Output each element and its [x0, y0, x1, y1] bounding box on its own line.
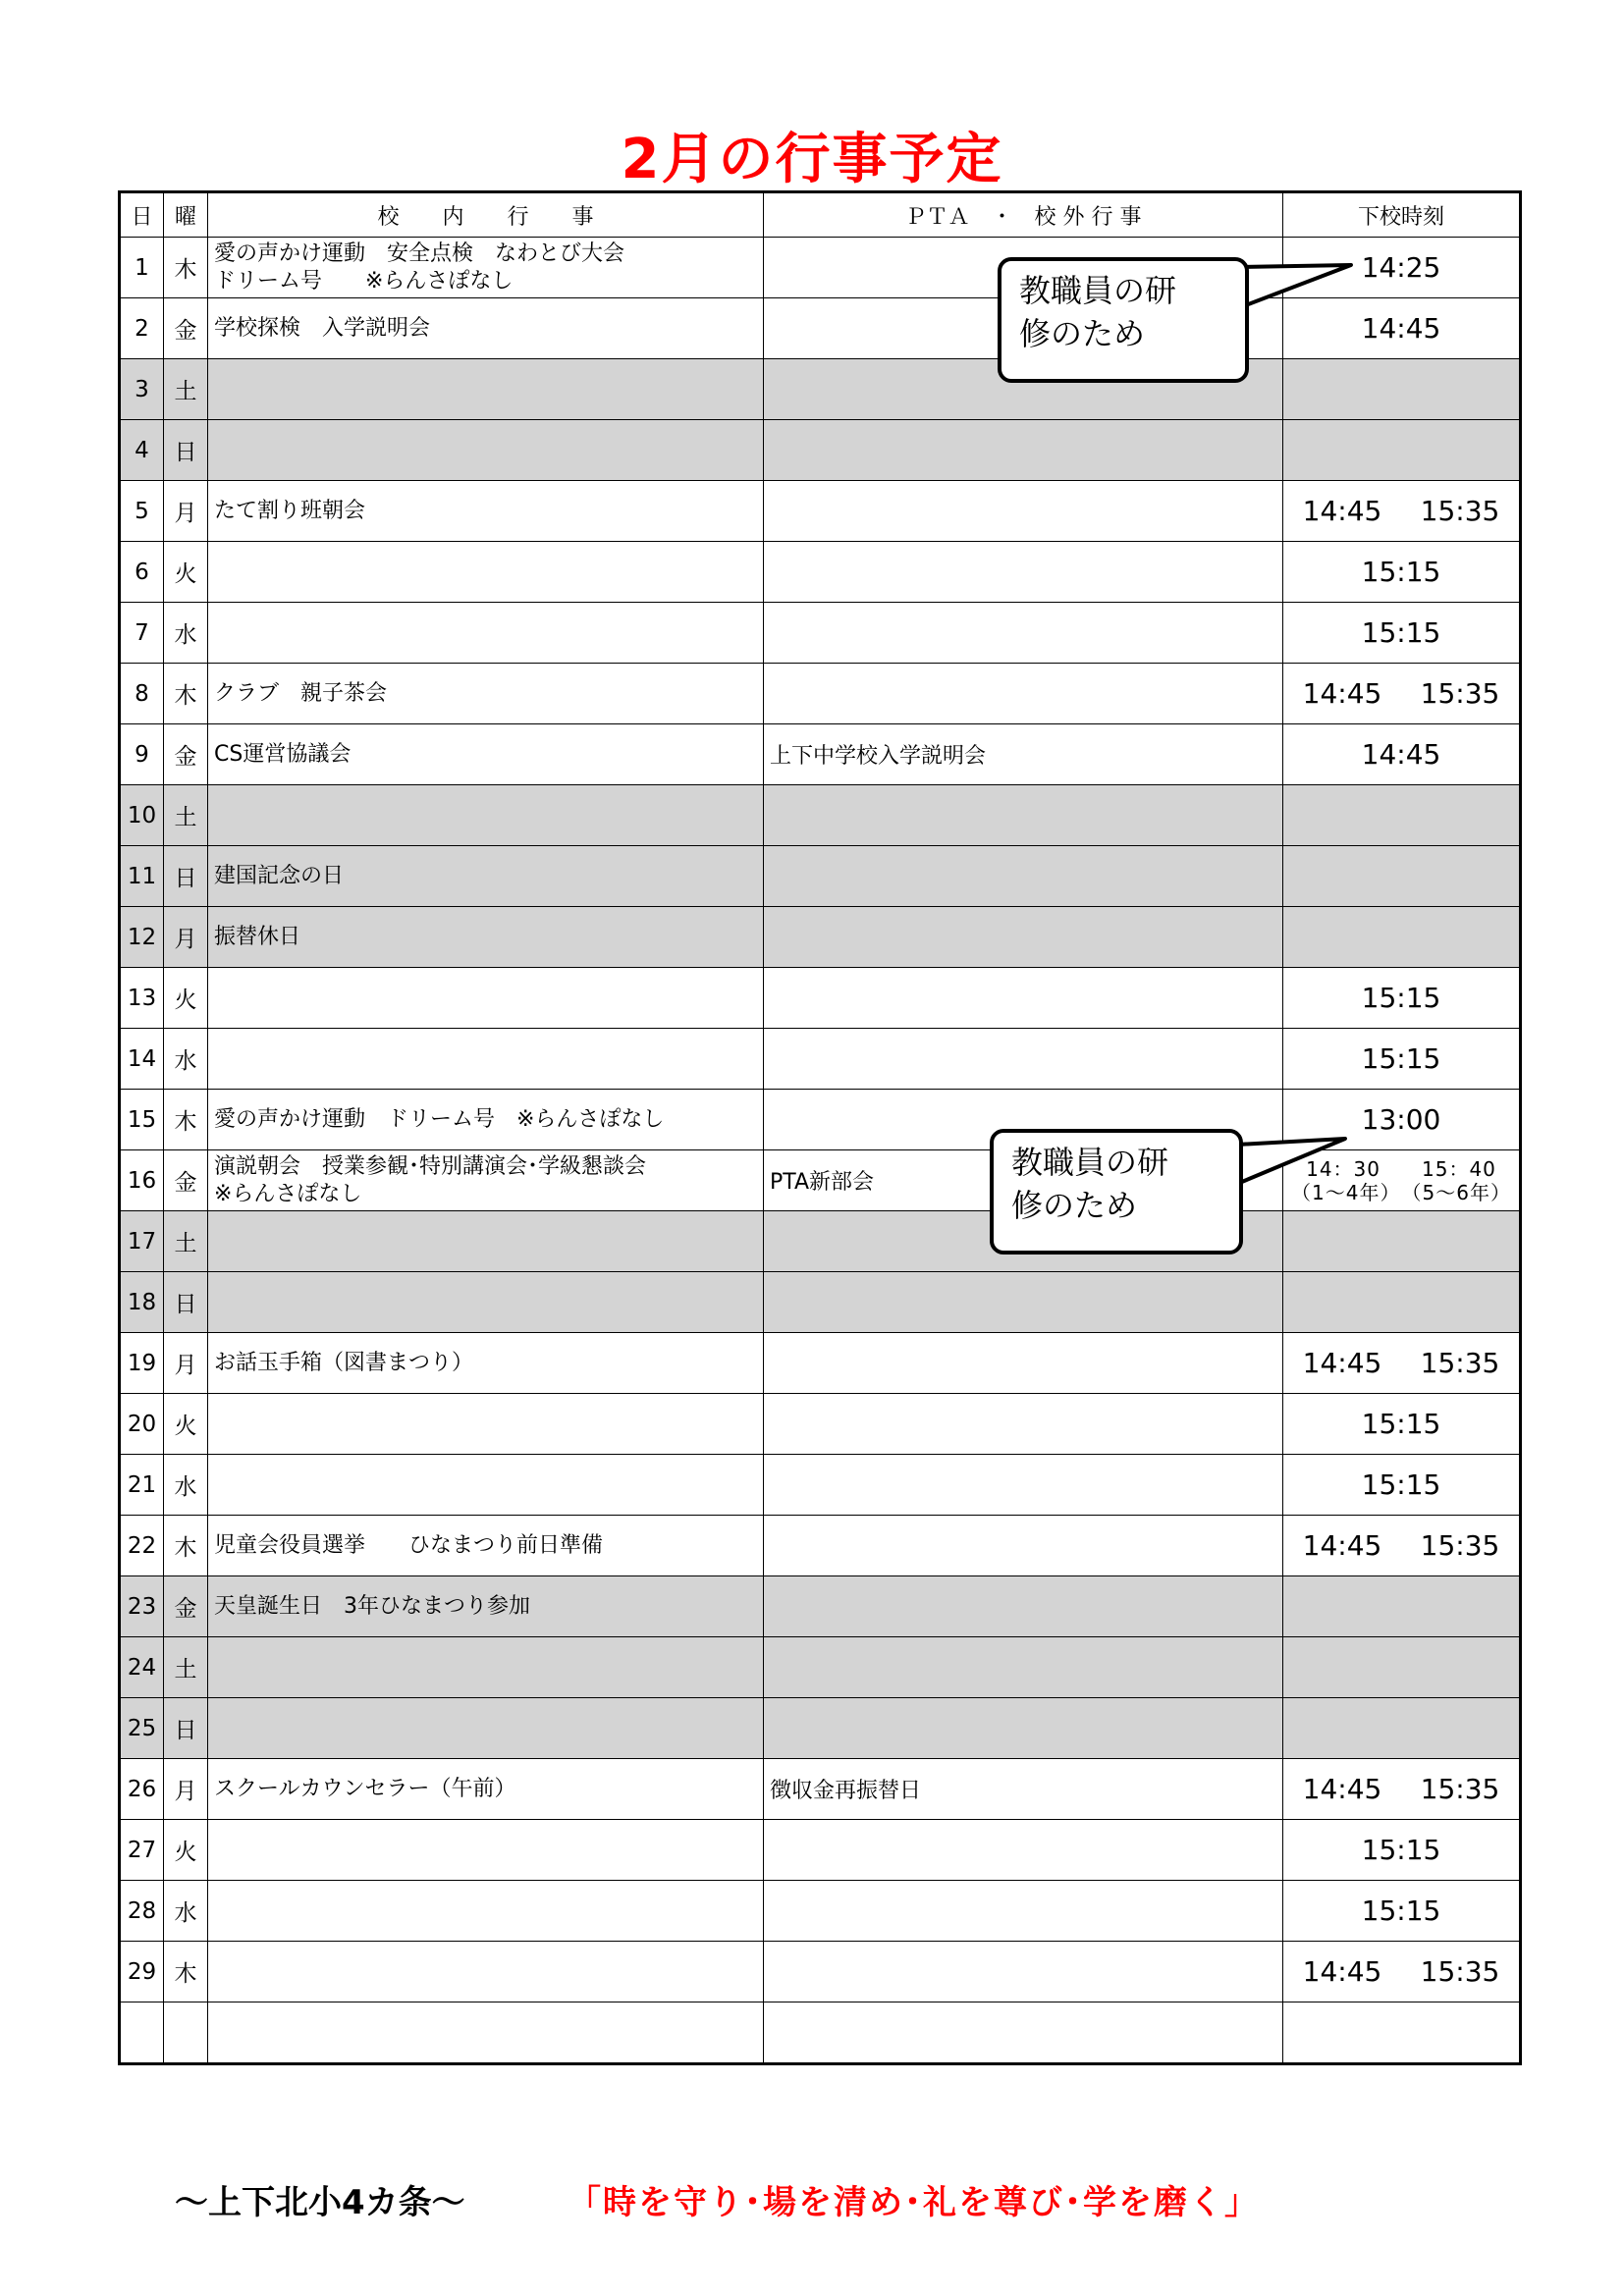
weekday-cell [164, 846, 208, 907]
weekday: 土 [174, 379, 197, 404]
weekday: 火 [174, 561, 197, 587]
table-row [120, 724, 1521, 785]
day-cell [120, 1637, 164, 1698]
table-row [120, 1576, 1521, 1637]
dismissal-time-cell [1283, 968, 1521, 1029]
day-cell [120, 1942, 164, 2002]
dismissal-time: 15:15 [1361, 1042, 1441, 1075]
dismissal-time-cell [1283, 420, 1521, 481]
table-row [120, 1698, 1521, 1759]
day-number: 11 [127, 863, 157, 889]
dismissal-time: 14：30 15：40 [1306, 1156, 1496, 1181]
school-event-line: ドリーム号 ※らんさぽなし [214, 268, 514, 294]
table-row [120, 420, 1521, 481]
weekday-cell [164, 298, 208, 359]
table-row [120, 603, 1521, 664]
table-row [120, 846, 1521, 907]
pta-event-cell [764, 1272, 1283, 1333]
weekday: 金 [174, 318, 197, 344]
dismissal-time-cell [1283, 1759, 1521, 1820]
weekday: 土 [174, 1231, 197, 1256]
day-cell [120, 1576, 164, 1637]
dismissal-time-cell [1283, 785, 1521, 846]
table-row [120, 1455, 1521, 1516]
school-event-cell [208, 1455, 764, 1516]
table-row [120, 481, 1521, 542]
school-event-cell [208, 1942, 764, 2002]
dismissal-time-cell [1283, 1881, 1521, 1942]
header-day: 日 [120, 192, 164, 238]
weekday-cell [164, 1698, 208, 1759]
dismissal-time: 13:00 [1361, 1103, 1441, 1136]
day-number: 21 [127, 1471, 157, 1498]
day-cell [120, 2002, 164, 2064]
dismissal-time-cell [1283, 1637, 1521, 1698]
day-cell [120, 968, 164, 1029]
dismissal-time: 14:45 [1302, 1529, 1382, 1562]
school-event-cell [208, 542, 764, 603]
pta-event-cell [764, 481, 1283, 542]
school-event-line: 学校探検 入学説明会 [214, 315, 431, 341]
pta-event-cell [764, 1881, 1283, 1942]
pta-event-cell [764, 603, 1283, 664]
day-number: 16 [127, 1167, 157, 1194]
school-event-cell [208, 785, 764, 846]
day-cell [120, 1516, 164, 1576]
day-cell [120, 481, 164, 542]
day-number: 3 [135, 376, 149, 402]
school-event-cell [208, 1881, 764, 1942]
weekday: 日 [174, 866, 197, 891]
weekday: 木 [174, 683, 197, 709]
day-number: 20 [127, 1411, 157, 1437]
day-number: 28 [127, 1897, 157, 1924]
school-event-line: 建国記念の日 [214, 863, 345, 888]
dismissal-time-cell [1283, 1272, 1521, 1333]
table-row [120, 664, 1521, 724]
dismissal-time: 14:45 [1361, 738, 1441, 771]
dismissal-time: 14:45 [1302, 1347, 1382, 1379]
weekday-cell [164, 603, 208, 664]
school-event-cell [208, 1820, 764, 1881]
dismissal-time: 14:45 [1302, 495, 1382, 527]
weekday-cell [164, 542, 208, 603]
pta-event-cell [764, 2002, 1283, 2064]
day-number: 5 [135, 498, 149, 524]
dismissal-time-late: 15:35 [1420, 1955, 1500, 1988]
weekday: 火 [174, 988, 197, 1013]
day-number: 26 [127, 1776, 157, 1802]
weekday: 水 [174, 1900, 197, 1926]
day-cell [120, 359, 164, 420]
pta-event-cell [764, 1333, 1283, 1394]
pta-event-cell [764, 907, 1283, 968]
school-event-line: 児童会役員選挙 ひなまつり前日準備 [214, 1532, 604, 1558]
school-event-line: 演説朝会 授業参観･特別講演会･学級懇談会 [214, 1153, 647, 1179]
day-number: 17 [127, 1228, 157, 1255]
school-event-cell [208, 1029, 764, 1090]
weekday-cell [164, 481, 208, 542]
weekday: 木 [174, 1109, 197, 1135]
weekday-cell [164, 1820, 208, 1881]
day-number: 9 [135, 741, 149, 768]
day-number: 6 [135, 559, 149, 585]
dismissal-time-cell [1283, 1211, 1521, 1272]
table-row [120, 542, 1521, 603]
day-number: 22 [127, 1532, 157, 1559]
pta-event-cell [764, 1576, 1283, 1637]
weekday-cell [164, 1211, 208, 1272]
weekday: 火 [174, 1840, 197, 1865]
school-event-cell [208, 359, 764, 420]
weekday-cell [164, 785, 208, 846]
school-event-line: 愛の声かけ運動 安全点検 なわとび大会 [214, 240, 625, 266]
weekday: 水 [174, 1048, 197, 1074]
dismissal-time-late: 15:35 [1420, 1529, 1500, 1562]
table-row [120, 1211, 1521, 1272]
pta-event: PTA新部会 [770, 1170, 875, 1195]
day-cell [120, 785, 164, 846]
weekday: 金 [174, 744, 197, 770]
school-event-cell [208, 1272, 764, 1333]
dismissal-time-cell [1283, 1942, 1521, 2002]
day-number: 1 [135, 254, 149, 281]
day-number: 25 [127, 1715, 157, 1741]
callout-note-2: 教職員の研 修のため [990, 1129, 1243, 1255]
weekday-cell [164, 1029, 208, 1090]
school-event-line: 振替休日 [214, 924, 301, 949]
dismissal-time-cell [1283, 359, 1521, 420]
weekday-cell [164, 1272, 208, 1333]
weekday-cell [164, 1455, 208, 1516]
dismissal-time-cell [1283, 1516, 1521, 1576]
weekday: 土 [174, 805, 197, 830]
dismissal-time-cell [1283, 1333, 1521, 1394]
school-event-cell [208, 1516, 764, 1576]
day-number: 27 [127, 1837, 157, 1863]
weekday: 水 [174, 1474, 197, 1500]
day-cell [120, 1272, 164, 1333]
weekday-cell [164, 1881, 208, 1942]
school-event-cell [208, 846, 764, 907]
table-row [120, 1394, 1521, 1455]
dismissal-time-cell [1283, 846, 1521, 907]
callout-note-1: 教職員の研 修のため [998, 257, 1249, 383]
dismissal-time-late: 15:35 [1420, 1347, 1500, 1379]
school-event-line: スクールカウンセラー（午前） [214, 1776, 516, 1801]
dismissal-time: 15:15 [1361, 1408, 1441, 1440]
weekday-cell [164, 664, 208, 724]
weekday-cell [164, 1394, 208, 1455]
school-event-line: 天皇誕生日 3年ひなまつり参加 [214, 1593, 530, 1619]
pta-event-cell [764, 542, 1283, 603]
day-number: 8 [135, 680, 149, 707]
table-row [120, 1881, 1521, 1942]
dismissal-time-cell [1283, 1394, 1521, 1455]
school-event-cell [208, 1576, 764, 1637]
day-cell [120, 542, 164, 603]
table-row [120, 1942, 1521, 2002]
day-cell [120, 1333, 164, 1394]
pta-event-cell [764, 1637, 1283, 1698]
dismissal-time-cell [1283, 664, 1521, 724]
weekday: 木 [174, 257, 197, 283]
dismissal-time: 15:15 [1361, 982, 1441, 1014]
day-cell [120, 298, 164, 359]
school-event-cell [208, 238, 764, 298]
weekday: 土 [174, 1657, 197, 1682]
dismissal-time-cell [1283, 1455, 1521, 1516]
page-title: 2月の行事予定 [621, 128, 1003, 191]
day-number: 29 [127, 1958, 157, 1985]
header-row [120, 192, 1521, 238]
day-cell [120, 1394, 164, 1455]
header-events: 校 内 行 事 [208, 192, 764, 238]
dismissal-time: 14:45 [1361, 312, 1441, 345]
dismissal-time: 14:25 [1361, 251, 1441, 284]
school-event-line: 愛の声かけ運動 ドリーム号 ※らんさぽなし [214, 1106, 665, 1132]
dismissal-time: 15:15 [1361, 1468, 1441, 1501]
table-row [120, 1029, 1521, 1090]
day-cell [120, 238, 164, 298]
day-cell [120, 1029, 164, 1090]
dismissal-time-cell [1283, 2002, 1521, 2064]
dismissal-grade-note: （1～4年） （5～6年） [1291, 1180, 1511, 1204]
table-row [120, 1272, 1521, 1333]
school-event-cell [208, 1211, 764, 1272]
weekday-cell [164, 907, 208, 968]
school-event-cell [208, 2002, 764, 2064]
day-cell [120, 1455, 164, 1516]
dismissal-time: 15:15 [1361, 1834, 1441, 1866]
table-row [120, 968, 1521, 1029]
day-cell [120, 1820, 164, 1881]
dismissal-time-cell [1283, 724, 1521, 785]
table-row [120, 2002, 1521, 2064]
pta-event-cell [764, 664, 1283, 724]
weekday-cell [164, 1576, 208, 1637]
school-event-line: CS運営協議会 [214, 741, 352, 767]
weekday: 水 [174, 622, 197, 648]
weekday: 月 [174, 927, 197, 952]
schedule-table [118, 190, 1522, 2065]
dismissal-time: 15:15 [1361, 556, 1441, 588]
table-row [120, 907, 1521, 968]
weekday-cell [164, 1637, 208, 1698]
school-event-cell [208, 1394, 764, 1455]
school-event-cell [208, 1759, 764, 1820]
school-event-cell [208, 1333, 764, 1394]
day-cell [120, 420, 164, 481]
weekday-cell [164, 1759, 208, 1820]
school-event-line: クラブ 親子茶会 [214, 680, 388, 706]
day-number: 23 [127, 1593, 157, 1620]
dismissal-time-cell [1283, 907, 1521, 968]
weekday: 月 [174, 1353, 197, 1378]
pta-event-cell [764, 724, 1283, 785]
table-row [120, 1333, 1521, 1394]
weekday-cell [164, 1333, 208, 1394]
dismissal-time-cell [1283, 1029, 1521, 1090]
dismissal-time-cell [1283, 1576, 1521, 1637]
pta-event-cell [764, 846, 1283, 907]
pta-event-cell [764, 1942, 1283, 2002]
weekday: 日 [174, 1292, 197, 1317]
weekday-cell [164, 1942, 208, 2002]
day-number: 10 [127, 802, 157, 828]
school-event-cell [208, 1090, 764, 1150]
pta-event: 上下中学校入学説明会 [770, 744, 987, 769]
day-number: 15 [127, 1106, 157, 1133]
weekday: 日 [174, 440, 197, 465]
weekday: 金 [174, 1170, 197, 1196]
pta-event-cell [764, 785, 1283, 846]
header-dow: 曜 [164, 192, 208, 238]
dismissal-time: 14:45 [1302, 1955, 1382, 1988]
weekday-cell [164, 1150, 208, 1211]
school-event-cell [208, 420, 764, 481]
school-event-cell [208, 481, 764, 542]
day-cell [120, 907, 164, 968]
weekday-cell [164, 238, 208, 298]
dismissal-time-cell [1283, 1698, 1521, 1759]
weekday: 月 [174, 501, 197, 526]
pta-event-cell [764, 1759, 1283, 1820]
school-event-cell [208, 603, 764, 664]
pta-event-cell [764, 1698, 1283, 1759]
school-event-cell [208, 298, 764, 359]
school-event-cell [208, 1698, 764, 1759]
pta-event-cell [764, 1029, 1283, 1090]
school-event-cell [208, 724, 764, 785]
dismissal-time-late: 15:35 [1420, 495, 1500, 527]
table-row [120, 1759, 1521, 1820]
day-cell [120, 1211, 164, 1272]
weekday-cell [164, 2002, 208, 2064]
school-motto-heading: ～上下北小4カ条～ [175, 2183, 465, 2222]
pta-event-cell [764, 968, 1283, 1029]
day-number: 19 [127, 1350, 157, 1376]
pta-event-cell [764, 1820, 1283, 1881]
day-number: 4 [135, 437, 149, 463]
pta-event-cell [764, 1455, 1283, 1516]
weekday: 木 [174, 1535, 197, 1561]
weekday-cell [164, 968, 208, 1029]
dismissal-time-late: 15:35 [1420, 677, 1500, 710]
dismissal-time-late: 15:35 [1420, 1773, 1500, 1805]
day-cell [120, 1759, 164, 1820]
header-pta: ＰＴＡ ・ 校 外 行 事 [764, 192, 1283, 238]
day-number: 24 [127, 1654, 157, 1681]
day-number: 18 [127, 1289, 157, 1315]
weekday-cell [164, 1090, 208, 1150]
day-cell [120, 1881, 164, 1942]
weekday: 火 [174, 1414, 197, 1439]
day-cell [120, 724, 164, 785]
day-number: 12 [127, 924, 157, 950]
table-row [120, 359, 1521, 420]
day-number: 14 [127, 1045, 157, 1072]
day-number: 13 [127, 985, 157, 1011]
dismissal-time-cell [1283, 542, 1521, 603]
dismissal-time: 14:45 [1302, 677, 1382, 710]
day-cell [120, 846, 164, 907]
table-row [120, 1637, 1521, 1698]
weekday-cell [164, 1516, 208, 1576]
weekday: 日 [174, 1718, 197, 1743]
table-row [120, 785, 1521, 846]
pta-event-cell [764, 1516, 1283, 1576]
school-event-cell [208, 1150, 764, 1211]
school-event-line: たて割り班朝会 [214, 498, 366, 523]
day-cell [120, 1090, 164, 1150]
header-time: 下校時刻 [1283, 192, 1521, 238]
dismissal-time-cell [1283, 481, 1521, 542]
school-event-cell [208, 968, 764, 1029]
day-number: 2 [135, 315, 149, 342]
weekday-cell [164, 420, 208, 481]
dismissal-time-cell [1283, 603, 1521, 664]
table-row [120, 1516, 1521, 1576]
school-motto: 「時を守り･場を清め･礼を尊び･学を磨く」 [568, 2183, 1260, 2222]
weekday: 木 [174, 1961, 197, 1987]
weekday: 月 [174, 1779, 197, 1804]
weekday: 金 [174, 1596, 197, 1622]
pta-event: 徴収金再振替日 [770, 1779, 922, 1803]
day-cell [120, 1150, 164, 1211]
table-row [120, 1820, 1521, 1881]
weekday-cell [164, 724, 208, 785]
school-event-line: お話玉手箱（図書まつり） [214, 1350, 474, 1375]
school-event-cell [208, 664, 764, 724]
weekday-cell [164, 359, 208, 420]
dismissal-time: 14:45 [1302, 1773, 1382, 1805]
day-cell [120, 664, 164, 724]
dismissal-time: 15:15 [1361, 1895, 1441, 1927]
day-cell [120, 603, 164, 664]
pta-event-cell [764, 1394, 1283, 1455]
school-event-cell [208, 907, 764, 968]
school-event-cell [208, 1637, 764, 1698]
pta-event-cell [764, 420, 1283, 481]
school-event-line: ※らんさぽなし [214, 1181, 362, 1206]
dismissal-time-cell [1283, 1820, 1521, 1881]
day-cell [120, 1698, 164, 1759]
dismissal-time: 15:15 [1361, 616, 1441, 649]
day-number: 7 [135, 619, 149, 646]
